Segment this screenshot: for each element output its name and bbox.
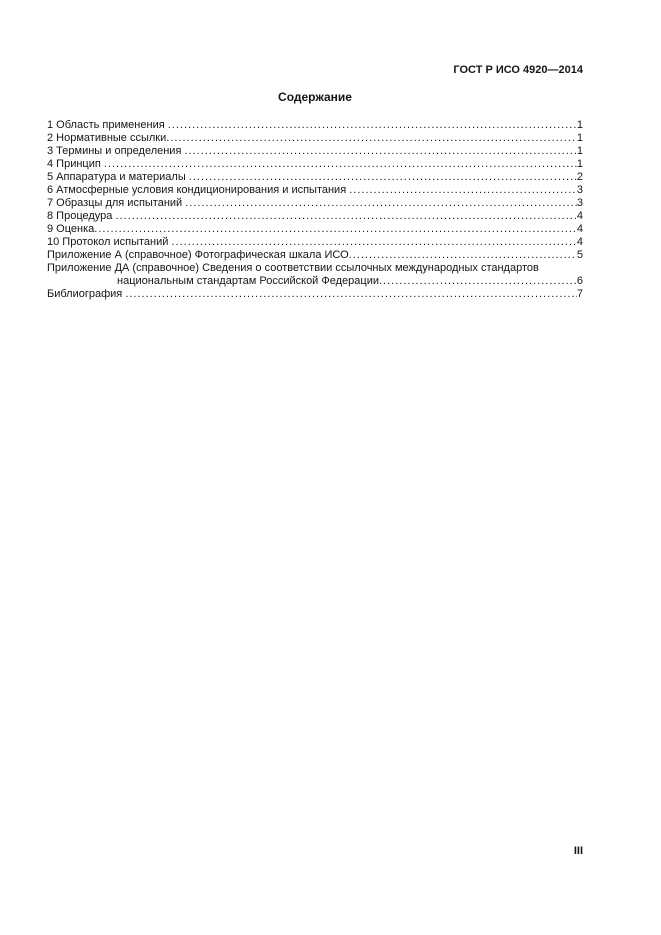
toc-entry-page: 3 bbox=[576, 184, 583, 196]
toc-entry-page: 5 bbox=[576, 249, 583, 261]
toc-entry-label: национальным стандартам Российской Федерации bbox=[117, 275, 379, 287]
toc-entry bbox=[47, 145, 583, 158]
toc-entry-page: 3 bbox=[576, 197, 583, 209]
toc-entry bbox=[47, 132, 583, 145]
toc-entry bbox=[47, 171, 583, 184]
toc-dot-leader bbox=[184, 145, 576, 158]
toc-entry-label: 8 Процедура bbox=[47, 210, 116, 222]
toc-dot-leader bbox=[168, 119, 577, 132]
toc-dot-leader bbox=[171, 236, 576, 249]
toc-entry bbox=[47, 275, 583, 288]
standard-designation: ГОСТ Р ИСО 4920—2014 bbox=[453, 64, 583, 76]
toc-entry-label: 9 Оценка bbox=[47, 223, 95, 235]
toc-entry-page: 4 bbox=[576, 236, 583, 248]
toc-entry-page: 4 bbox=[576, 210, 583, 222]
toc-entry bbox=[47, 223, 583, 236]
toc-dot-leader bbox=[94, 223, 577, 236]
toc-entry-page: 1 bbox=[576, 158, 583, 170]
toc-dot-leader bbox=[349, 249, 577, 262]
toc-entry-page: 1 bbox=[576, 145, 583, 157]
table-of-contents bbox=[47, 119, 583, 301]
toc-entry-page: 1 bbox=[576, 119, 583, 131]
toc-entry bbox=[47, 184, 583, 197]
toc-entry bbox=[47, 262, 583, 275]
toc-entry-page: 7 bbox=[576, 288, 583, 300]
toc-entry-label: 10 Протокол испытаний bbox=[47, 236, 172, 248]
page-number: III bbox=[573, 845, 583, 857]
toc-entry bbox=[47, 288, 583, 301]
toc-dot-leader bbox=[166, 132, 577, 145]
toc-entry-page: 4 bbox=[576, 223, 583, 235]
toc-dot-leader bbox=[125, 288, 577, 301]
toc-entry bbox=[47, 119, 583, 132]
toc-entry-label: Библиография bbox=[47, 288, 126, 300]
toc-entry bbox=[47, 158, 583, 171]
toc-entry-page: 6 bbox=[576, 275, 583, 287]
document-header bbox=[47, 63, 583, 77]
toc-dot-leader bbox=[185, 197, 577, 210]
toc-dot-leader bbox=[379, 275, 577, 288]
toc-entry-label: 6 Атмосферные условия кондиционирования и испытания bbox=[47, 184, 350, 196]
toc-entry bbox=[47, 249, 583, 262]
toc-entry-page: 1 bbox=[576, 132, 583, 144]
toc-entry bbox=[47, 210, 583, 223]
toc-entry-page: 2 bbox=[576, 171, 583, 183]
toc-entry bbox=[47, 197, 583, 210]
toc-entry-label: 2 Нормативные ссылки bbox=[47, 132, 167, 144]
toc-entry-label: Приложение ДА (справочное) Сведения о соответствии ссылочных международных стандартов bbox=[47, 262, 539, 274]
page-title: Содержание bbox=[278, 90, 352, 104]
toc-dot-leader bbox=[104, 158, 577, 171]
toc-entry-label: 7 Образцы для испытаний bbox=[47, 197, 186, 209]
toc-entry-label: 5 Аппаратура и материалы bbox=[47, 171, 189, 183]
toc-dot-leader bbox=[189, 171, 577, 184]
toc-entry-label: 3 Термины и определения bbox=[47, 145, 185, 157]
toc-dot-leader bbox=[349, 184, 577, 197]
toc-entry-label: 1 Область применения bbox=[47, 119, 168, 131]
toc-entry bbox=[47, 236, 583, 249]
toc-dot-leader bbox=[115, 210, 576, 223]
toc-entry-label: 4 Принцип bbox=[47, 158, 104, 170]
toc-entry-label: Приложение А (справочное) Фотографическая шкала ИСО bbox=[47, 249, 349, 261]
